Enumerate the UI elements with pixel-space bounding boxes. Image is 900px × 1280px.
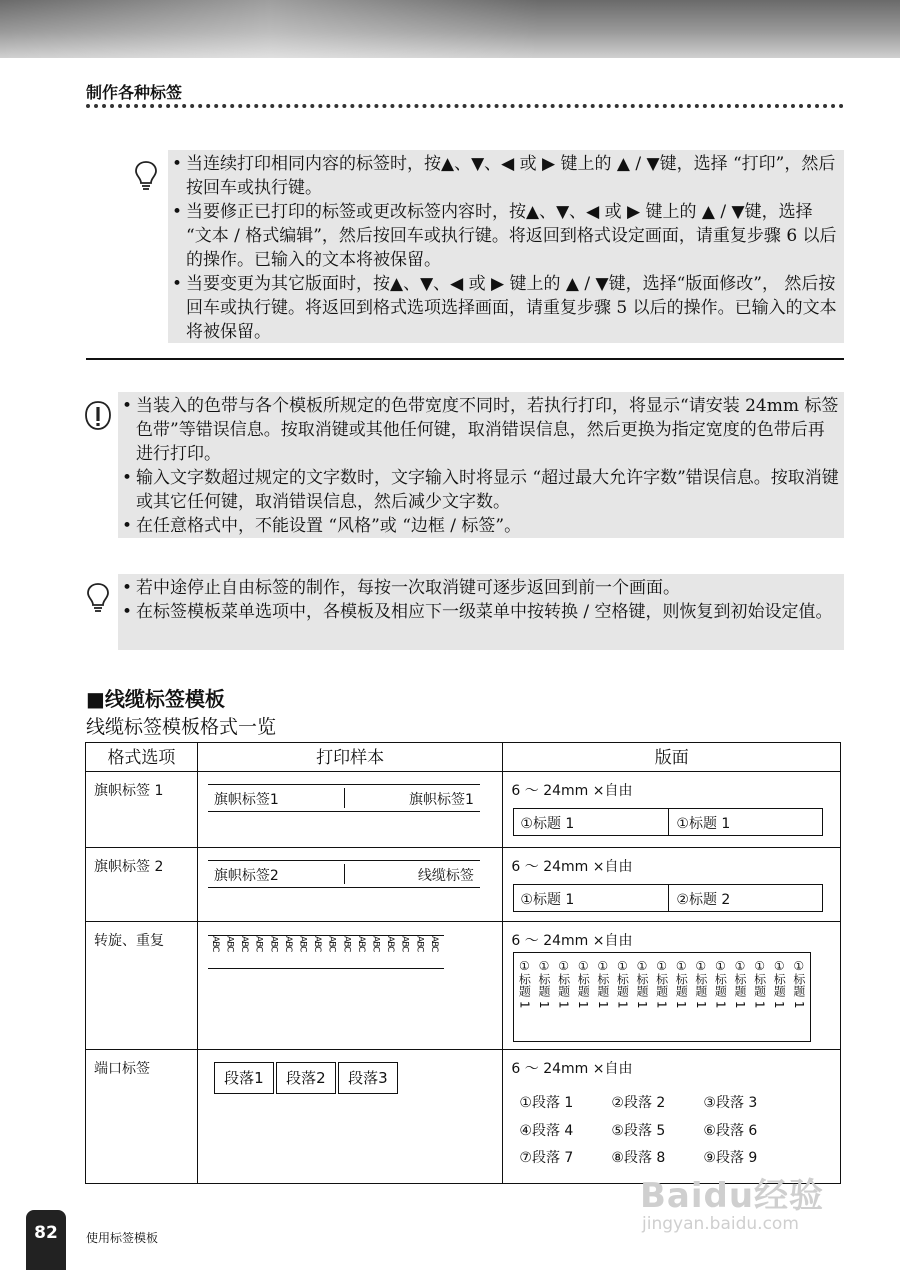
layout-right: ②标题 2 <box>676 892 731 908</box>
column-header: 格式选项 <box>86 743 198 772</box>
size-spec: 6 ～ 24mm ×自由 <box>511 859 633 875</box>
rotated-title: ①标题 1 <box>517 959 532 1009</box>
note-box <box>118 392 844 538</box>
format-name: 旗帜标签 1 <box>94 783 164 799</box>
paragraph-label: ①段落 1 <box>519 1095 574 1111</box>
list-item: • 若中途停止自由标签的制作，每按一次取消键可逐步返回到前一个画面。 <box>122 576 840 600</box>
tip-box-1 <box>168 150 844 343</box>
top-banner <box>0 0 900 58</box>
rotated-text: ABC <box>239 936 250 952</box>
rotated-title: ①标题 1 <box>713 959 728 1009</box>
page-number: 82 <box>26 1210 66 1270</box>
rotated-title: ①标题 1 <box>595 959 610 1009</box>
layout-diagram <box>513 884 823 912</box>
paragraph-label: ⑧段落 8 <box>611 1150 666 1166</box>
port-box: 段落3 <box>338 1062 398 1094</box>
format-name: 转旋、重复 <box>94 933 164 949</box>
paragraph-label: ②段落 2 <box>611 1095 666 1111</box>
list-item: • 当要修正已打印的标签或更改标签内容时，按▲、▼、◀ 或 ▶ 键上的 ▲ / ▼键，选择 “文本 / 格式编辑”，然后按回车或执行键。将返回到格式设定画面，请重复步骤 6 以后的操作。已输入的文本将被保留。 <box>172 200 840 272</box>
flag-sample <box>208 860 480 888</box>
paragraph-label: ⑥段落 6 <box>703 1123 758 1139</box>
table-row <box>86 1050 841 1184</box>
format-name: 旗帜标签 2 <box>94 859 164 875</box>
rotated-text: ABC <box>282 936 293 952</box>
tip-box-2 <box>118 574 844 650</box>
rotated-title: ①标题 1 <box>556 959 571 1009</box>
list-item: • 当要变更为其它版面时，按▲、▼、◀ 或 ▶ 键上的 ▲ / ▼键，选择“版面修改”， 然后按回车或执行键。将返回到格式选项选择画面，请重复步骤 5 以后的操作。已输入的文本将被保留。 <box>172 272 840 344</box>
table-row <box>86 772 841 848</box>
size-spec: 6 ～ 24mm ×自由 <box>511 933 633 949</box>
paragraph-label: ③段落 3 <box>703 1095 758 1111</box>
list-item: • 在任意格式中，不能设置 “风格”或 “边框 / 标签”。 <box>122 514 840 538</box>
rotated-title: ①标题 1 <box>674 959 689 1009</box>
rotated-text: ABC <box>224 936 235 952</box>
rotate-layout <box>513 952 811 1042</box>
table-row <box>86 848 841 922</box>
footer-text: 使用标签模板 <box>86 1231 159 1245</box>
sample-left: 旗帜标签1 <box>213 792 279 808</box>
table-row <box>86 922 841 1050</box>
lightbulb-icon <box>134 160 158 194</box>
rotated-text: ABC <box>385 936 396 952</box>
rotated-text: ABC <box>268 936 279 952</box>
rotated-title: ①标题 1 <box>654 959 669 1009</box>
rotated-text: ABC <box>253 936 264 952</box>
rotated-text: ABC <box>326 936 337 952</box>
rotated-title: ①标题 1 <box>537 959 552 1009</box>
sample-left: 旗帜标签2 <box>213 868 279 884</box>
divider-line <box>86 358 844 360</box>
dotted-divider <box>86 104 844 108</box>
rotated-text: ABC <box>209 936 220 952</box>
rotated-text: ABC <box>312 936 323 952</box>
rotated-title: ①标题 1 <box>576 959 591 1009</box>
column-header: 版面 <box>503 743 841 772</box>
rotated-text: ABC <box>341 936 352 952</box>
watermark-logo: Baidu经验 <box>640 1176 825 1216</box>
format-table <box>85 742 841 1184</box>
layout-right: ①标题 1 <box>676 816 731 832</box>
paragraph-label: ⑤段落 5 <box>611 1123 666 1139</box>
sample-right: 旗帜标签1 <box>408 792 474 808</box>
rotated-text: ABC <box>297 936 308 952</box>
layout-diagram <box>513 808 823 836</box>
port-box: 段落1 <box>214 1062 274 1094</box>
sub-heading: 线缆标签模板格式一览 <box>86 716 277 738</box>
rotated-text: ABC <box>370 936 381 952</box>
rotated-text: ABC <box>399 936 410 952</box>
rotated-text: ABC <box>428 936 439 952</box>
layout-left: ①标题 1 <box>520 892 575 908</box>
rotated-title: ①标题 1 <box>772 959 787 1009</box>
list-item: • 当装入的色带与各个模板所规定的色带宽度不同时，若执行打印，将显示“请安装 24mm 标签色带”等错误信息。按取消键或其他任何键，取消错误信息，然后更换为指定宽度的色带后再进行打印。 <box>122 394 840 466</box>
rotated-title: ①标题 1 <box>635 959 650 1009</box>
exclamation-icon <box>84 400 112 432</box>
layout-left: ①标题 1 <box>520 816 575 832</box>
rotated-title: ①标题 1 <box>733 959 748 1009</box>
paragraph-label: ⑦段落 7 <box>519 1150 574 1166</box>
list-item: • 当连续打印相同内容的标签时，按▲、▼、◀ 或 ▶ 键上的 ▲ / ▼键，选择 “打印”，然后按回车或执行键。 <box>172 152 840 200</box>
table-header-row <box>86 743 841 772</box>
port-box: 段落2 <box>276 1062 336 1094</box>
flag-sample <box>208 784 480 812</box>
rotate-sample <box>208 935 444 969</box>
section-heading: ■线缆标签模板 <box>86 687 225 711</box>
section-title: 制作各种标签 <box>86 83 183 102</box>
size-spec: 6 ～ 24mm ×自由 <box>511 1061 633 1077</box>
rotated-text: ABC <box>414 936 425 952</box>
paragraph-label: ⑨段落 9 <box>703 1150 758 1166</box>
lightbulb-icon <box>86 582 110 616</box>
list-item: • 输入文字数超过规定的文字数时，文字输入时将显示 “超过最大允许字数”错误信息。按取消键或其它任何键，取消错误信息，然后减少文字数。 <box>122 466 840 514</box>
watermark-url: jingyan.baidu.com <box>642 1214 799 1234</box>
rotated-title: ①标题 1 <box>791 959 806 1009</box>
rotated-title: ①标题 1 <box>752 959 767 1009</box>
sample-right: 线缆标签 <box>417 868 474 884</box>
rotated-title: ①标题 1 <box>693 959 708 1009</box>
size-spec: 6 ～ 24mm ×自由 <box>511 783 633 799</box>
rotated-text: ABC <box>355 936 366 952</box>
list-item: • 在标签模板菜单选项中，各模板及相应下一级菜单中按转换 / 空格键，则恢复到初始设定值。 <box>122 600 840 624</box>
format-name: 端口标签 <box>94 1061 150 1077</box>
paragraph-label: ④段落 4 <box>519 1123 574 1139</box>
column-header: 打印样本 <box>197 743 503 772</box>
rotated-title: ①标题 1 <box>615 959 630 1009</box>
